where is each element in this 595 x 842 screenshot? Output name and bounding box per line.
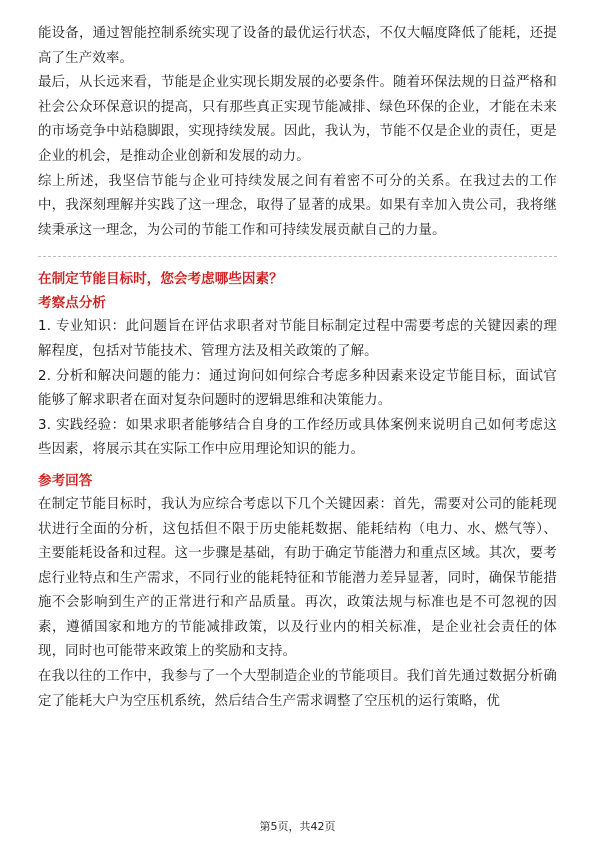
interview-question: 在制定节能目标时，您会考虑哪些因素？ [38,271,283,288]
analysis-item-3: 3. 实践经验：如果求职者能够结合自身的工作经历或具体案例来说明自己如何考虑这些因素，将展示其在实际工作中应用理论知识的能力。 [38,417,557,458]
section-divider [38,256,557,257]
intro-paragraph-3: 综上所述，我坚信节能与企业可持续发展之间有着密不可分的关系。在我过去的工作中，我深刻理解并实践了这一理念，取得了显著的成果。如果有幸加入贵公司，我将继续秉承这一理念，为公司的节能工作和可持续发展贡献自己的力量。 [38,173,557,238]
analysis-heading: 考察点分析 [38,295,106,312]
analysis-item-1: 1. 专业知识：此问题旨在评估求职者对节能目标制定过程中需要考虑的关键因素的理解程度，包括对节能技术、管理方法及相关政策的了解。 [38,319,557,359]
analysis-item-2: 2. 分析和解决问题的能力：通过询问如何综合考虑多种因素来设定节能目标，面试官能够了解求职者在面对复杂问题时的逻辑思维和决策能力。 [38,368,557,409]
intro-paragraph-1: 能设备，通过智能控制系统实现了设备的最优运行状态，不仅大幅度降低了能耗，还提高了生产效率。 [38,26,557,66]
answer-heading: 参考回答 [38,472,93,489]
page-number: 第5页，共42页 [259,820,336,833]
intro-paragraph-2: 最后，从长远来看，节能是企业实现长期发展的必要条件。随着环保法规的日益严格和社会公众环保意识的提高，只有那些真正实现节能减排、绿色环保的企业，才能在未来的市场竞争中站稳脚跟，实现持续发展。因此，我认为，节能不仅是企业的责任，更是企业的机会，是推动企业创新和发展的动力。 [38,75,557,164]
answer-paragraph-1: 在制定节能目标时，我认为应综合考虑以下几个关键因素：首先，需要对公司的能耗现状进行全面的分析，这包括但不限于历史能耗数据、能耗结构（电力、水、燃气等）、主要能耗设备和过程。这一步骤是基础，有助于确定节能潜力和重点区域。其次，要考虑行业特点和生产需求，不同行业的能耗特征和节能潜力差异显著，同时，确保节能措施不会影响到生产的正常进行和产品质量。再次，政策法规与标准也是不可忽视的因素，遵循国家和地方的节能减排政策，以及行业内的相关标准，是企业社会责任的体现，同时也可能带来政策上的奖励和支持。 [38,496,557,660]
answer-paragraph-2: 在我以往的工作中，我参与了一个大型制造企业的节能项目。我们首先通过数据分析确定了能耗大户为空压机系统，然后结合生产需求调整了空压机的运行策略，优 [38,669,557,709]
